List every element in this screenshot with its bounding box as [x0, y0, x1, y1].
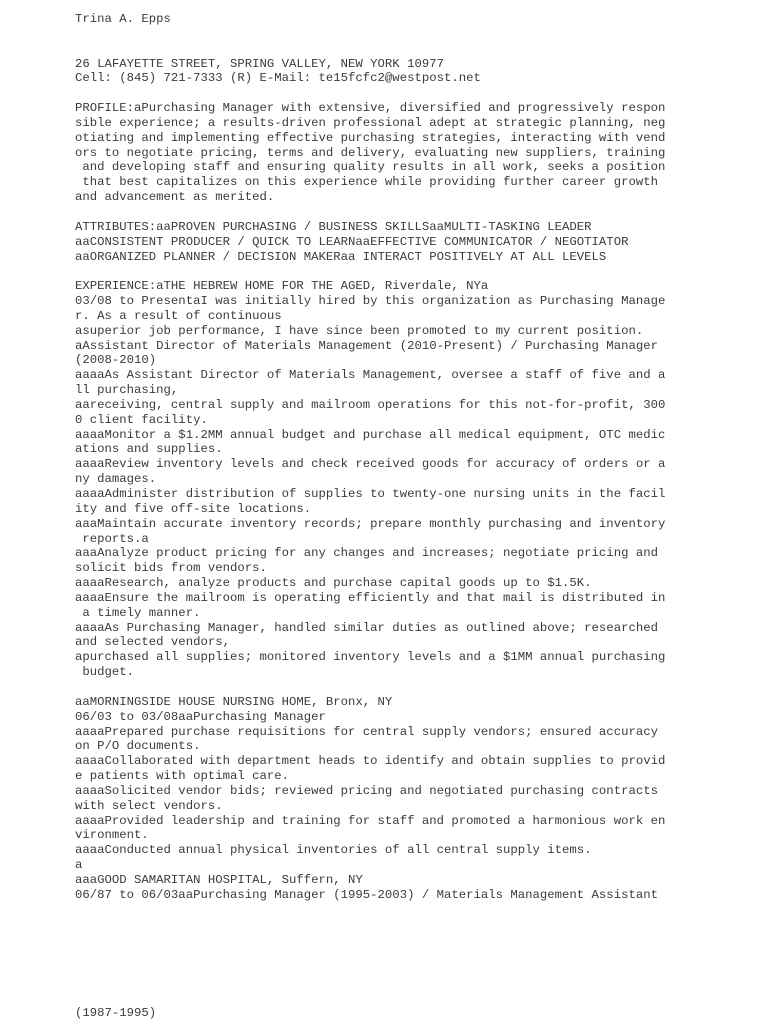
resume-line: r. As a result of continuous [75, 308, 282, 323]
resume-page-tail: (1987-1995) [75, 1006, 157, 1020]
resume-line: 06/87 to 06/03aaPurchasing Manager (1995-2003) / Materials Management Assistant [75, 887, 658, 902]
resume-line: vironment. [75, 828, 149, 843]
resume-line: on P/O documents. [75, 739, 201, 754]
resume-line: aaaaReview inventory levels and check received goods for accuracy of orders or a [75, 457, 666, 472]
resume-line: aaaaCollaborated with department heads to identify and obtain supplies to provid [75, 754, 666, 769]
resume-line: a timely manner. [75, 605, 201, 620]
resume-line: and developing staff and ensuring quality results in all work, seeks a position [75, 160, 666, 175]
resume-line: Cell: (845) 721-7333 (R) E-Mail: te15fcfc2@westpost.net [75, 71, 481, 86]
resume-line: a [75, 858, 83, 873]
resume-line: aaaaAdminister distribution of supplies to twenty-one nursing units in the facil [75, 487, 666, 501]
resume-line: ations and supplies. [75, 442, 223, 457]
resume-line: ity and five off-site locations. [75, 501, 312, 516]
resume-line [75, 42, 755, 57]
resume-line: solicit bids from vendors. [75, 561, 267, 576]
resume-line [75, 86, 755, 101]
resume-line: aaaaAs Purchasing Manager, handled similar duties as outlined above; researched [75, 620, 658, 635]
resume-line: ATTRIBUTES:aaPROVEN PURCHASING / BUSINESS SKILLSaaMULTI-TASKING LEADER [75, 219, 592, 234]
resume-line: 06/03 to 03/08aaPurchasing Manager [75, 709, 326, 724]
resume-line: aaaaEnsure the mailroom is operating efficiently and that mail is distributed in [75, 590, 666, 605]
resume-line: 0 client facility. [75, 412, 208, 427]
resume-line: e patients with optimal care. [75, 769, 290, 784]
resume-line: Trina A. Epps [75, 12, 171, 26]
resume-line [75, 264, 755, 279]
resume-line: aAssistant Director of Materials Management (2010-Present) / Purchasing Manager [75, 338, 658, 353]
resume-line: aaaaPrepared purchase requisitions for central supply vendors; ensured accuracy [75, 724, 658, 739]
resume-line: PROFILE:aPurchasing Manager with extensive, diversified and progressively respon [75, 101, 666, 116]
resume-line: EXPERIENCE:aTHE HEBREW HOME FOR THE AGED, Riverdale, NYa [75, 279, 489, 294]
resume-line: aaORGANIZED PLANNER / DECISION MAKERaa INTERACT POSITIVELY AT ALL LEVELS [75, 249, 607, 264]
resume-line: that best capitalizes on this experience while providing further career growth [75, 175, 658, 190]
resume-line: aaaMaintain accurate inventory records; prepare monthly purchasing and inventory [75, 516, 666, 531]
resume-line: aaaaConducted annual physical inventories of all central supply items. [75, 843, 592, 858]
resume-line: aaaaMonitor a $1.2MM annual budget and purchase all medical equipment, OTC medic [75, 427, 666, 442]
resume-line: aaaaProvided leadership and training for staff and promoted a harmonious work en [75, 813, 666, 828]
resume-line [75, 680, 755, 695]
resume-text [75, 12, 755, 903]
resume-line: aaaaResearch, analyze products and purchase capital goods up to $1.5K. [75, 576, 592, 591]
resume-line: asuperior job performance, I have since been promoted to my current position. [75, 323, 644, 338]
resume-line: and advancement as merited. [75, 190, 275, 205]
resume-line: otiating and implementing effective purchasing strategies, interacting with vend [75, 130, 666, 145]
resume-line: aaaGOOD SAMARITAN HOSPITAL, Suffern, NY [75, 872, 363, 887]
resume-line: aaaAnalyze product pricing for any changes and increases; negotiate pricing and [75, 546, 658, 561]
resume-line: aaaaAs Assistant Director of Materials Management, oversee a staff of five and a [75, 368, 666, 383]
resume-line: aaCONSISTENT PRODUCER / QUICK TO LEARNaaEFFECTIVE COMMUNICATOR / NEGOTIATOR [75, 234, 629, 249]
resume-line [75, 27, 755, 42]
resume-line: reports.a [75, 531, 149, 546]
resume-line [75, 205, 755, 220]
resume-line: with select vendors. [75, 798, 223, 813]
resume-line: apurchased all supplies; monitored inventory levels and a $1MM annual purchasing [75, 650, 666, 665]
resume-line: budget. [75, 665, 135, 680]
resume-line: ors to negotiate pricing, terms and delivery, evaluating new suppliers, training [75, 145, 666, 160]
resume-line: aaMORNINGSIDE HOUSE NURSING HOME, Bronx, NY [75, 694, 393, 709]
resume-line: (2008-2010) [75, 353, 157, 368]
resume-line: aareceiving, central supply and mailroom operations for this not-for-profit, 300 [75, 397, 666, 412]
resume-line: 03/08 to PresentaI was initially hired by this organization as Purchasing Manage [75, 294, 666, 309]
resume-line: and selected vendors, [75, 635, 230, 650]
resume-line: 26 LAFAYETTE STREET, SPRING VALLEY, NEW YORK 10977 [75, 56, 444, 71]
resume-line: ny damages. [75, 472, 157, 487]
resume-line: sible experience; a results-driven professional adept at strategic planning, neg [75, 115, 666, 130]
resume-line: ll purchasing, [75, 383, 179, 398]
resume-line: aaaaSolicited vendor bids; reviewed pricing and negotiated purchasing contracts [75, 783, 658, 798]
